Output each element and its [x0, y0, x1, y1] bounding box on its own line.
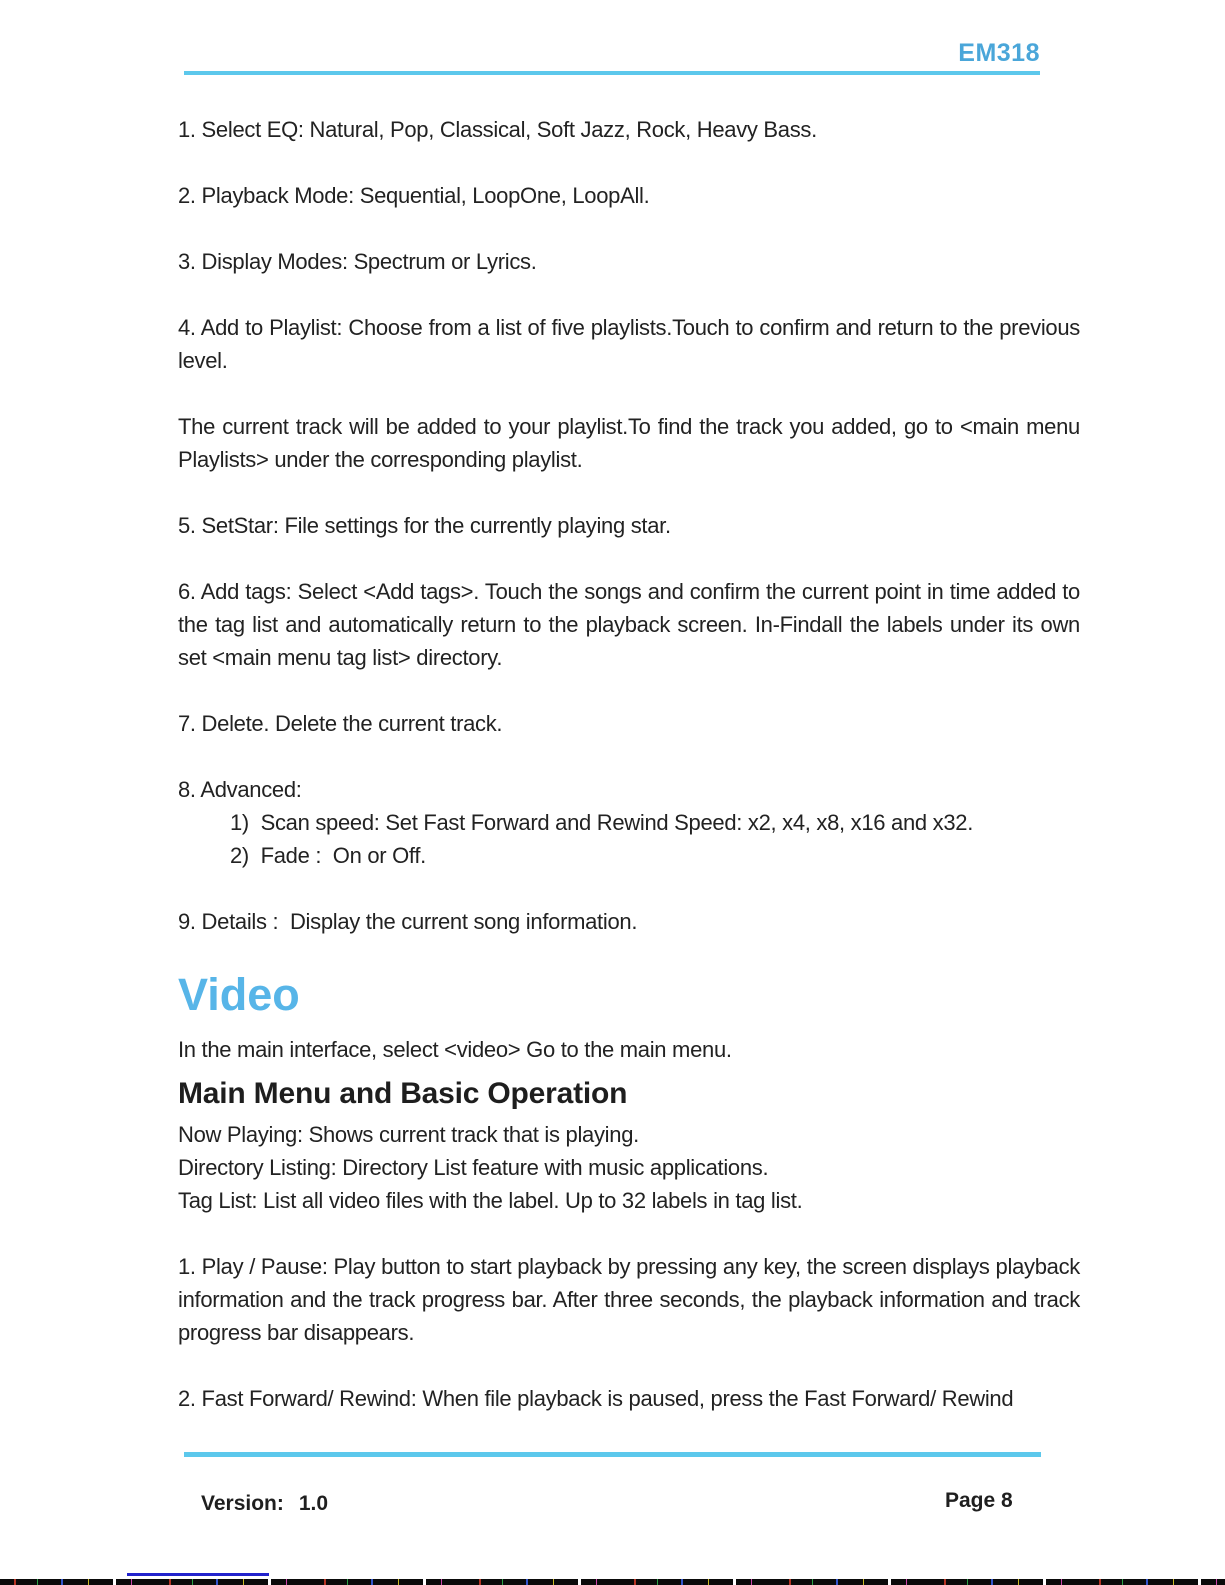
music-item-details: 9. Details : Display the current song information.: [178, 909, 638, 934]
menu-line-now-playing: Now Playing: Shows current track that is playing.: [178, 1122, 639, 1147]
page-body: [178, 113, 1080, 1448]
music-item-setstar: 5. SetStar: File settings for the currently playing star.: [178, 513, 671, 538]
version-value: 1.0: [298, 1492, 329, 1515]
music-item-select-eq: 1. Select EQ: Natural, Pop, Classical, Soft Jazz, Rock, Heavy Bass.: [178, 117, 817, 142]
video-paragraph-play-pause: 1. Play / Pause: Play button to start playback by pressing any key, the screen displays playback information and the track progress bar. After three seconds, the playback information and track progress bar disappears.: [178, 1254, 1080, 1345]
footer-version: [201, 1492, 328, 1516]
video-section-title: Video: [178, 969, 300, 1020]
music-item-add-tags: 6. Add tags: Select <Add tags>. Touch the songs and confirm the current point in time added to the tag list and automatically return to the playback screen. In-Findall the labels under its own set <main menu tag list> directory.: [178, 579, 1080, 670]
video-paragraph-fast-forward: 2. Fast Forward/ Rewind: When file playback is paused, press the Fast Forward/ Rewind: [178, 1386, 1014, 1411]
footer-page-number: Page 8: [945, 1489, 1013, 1512]
music-item-delete: 7. Delete. Delete the current track.: [178, 711, 503, 736]
music-item-display-modes: 3. Display Modes: Spectrum or Lyrics.: [178, 249, 537, 274]
scan-noise-strip: [0, 1579, 1225, 1585]
menu-line-directory-listing: Directory Listing: Directory List feature with music applications.: [178, 1155, 769, 1180]
version-label: Version:: [201, 1492, 284, 1515]
scan-artifact-blue-line: [127, 1573, 269, 1576]
video-intro: In the main interface, select <video> Go to the main menu.: [178, 1037, 732, 1062]
music-item-add-to-playlist: 4. Add to Playlist: Choose from a list of five playlists.Touch to confirm and return to the previous level.: [178, 315, 1080, 373]
footer-divider: [184, 1452, 1041, 1457]
video-menu-list: [178, 1118, 1080, 1217]
music-note-current-track: The current track will be added to your playlist.To find the track you added, go to <main menu Playlists> under the corresponding playlist.: [178, 414, 1080, 472]
main-menu-subheading: Main Menu and Basic Operation: [178, 1077, 628, 1110]
music-item-advanced: 8. Advanced:: [178, 777, 302, 802]
advanced-subitem-fade: 2) Fade : On or Off.: [230, 843, 426, 868]
menu-line-tag-list: Tag List: List all video files with the label. Up to 32 labels in tag list.: [178, 1188, 803, 1213]
document-id: EM318: [958, 39, 1040, 67]
music-item-playback-mode: 2. Playback Mode: Sequential, LoopOne, LoopAll.: [178, 183, 650, 208]
advanced-subitem-scan-speed: 1) Scan speed: Set Fast Forward and Rewind Speed: x2, x4, x8, x16 and x32.: [230, 810, 974, 835]
header-divider: [184, 71, 1040, 75]
